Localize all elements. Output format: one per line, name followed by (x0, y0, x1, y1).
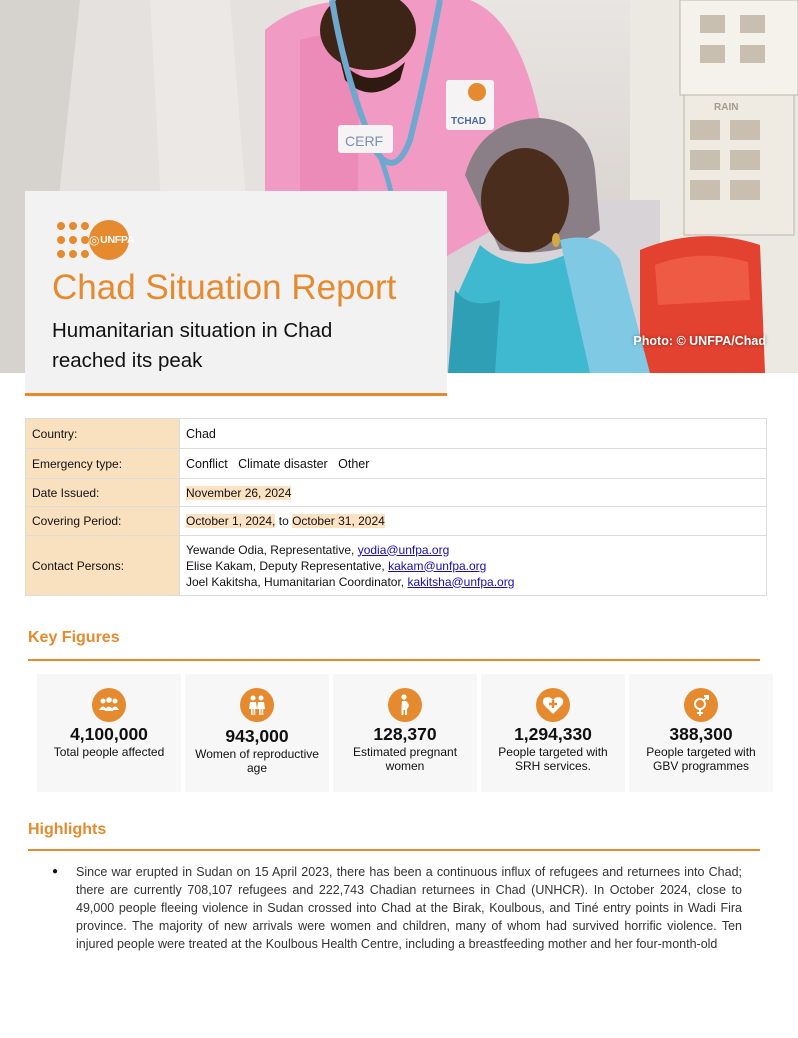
emergency-type-value (180, 449, 767, 479)
key-figure-label: People targeted with SRH services. (498, 745, 608, 773)
logo-text: UNFPA (100, 234, 135, 246)
key-figure-value: 128,370 (373, 724, 437, 744)
key-figures-heading: Key Figures (28, 629, 120, 646)
contact-name: Yewande Odia, Representative, (186, 542, 355, 557)
photo-credit: Photo: © UNFPA/Chad (633, 334, 766, 348)
list-item: ● Since war erupted in Sudan on 15 April 2023, there has been a continuous influx of refugees and returnees into Chad; there are currently 708,107 refugees and 222,743 Chadian returnees in Chad (UNHCR). In October 2024, close to 49,000 people fleeing violence in Sudan crossed into Chad at the Birak, Koulbous, and Tiné entry points in Wadi Fira province. The majority of new arrivals were women and children, many of whom had survived horrific violence. Ten injured people were treated at the Koulbous Health Centre, including a breastfeeding mother and her four-month-old (54, 863, 742, 953)
highlights-rule (28, 849, 760, 851)
cerf-badge-text: CERF (345, 133, 384, 149)
contact-line (186, 574, 760, 590)
period-to: to (278, 514, 289, 528)
globe-icon: ◎ (89, 233, 100, 248)
info-row-contacts (26, 536, 767, 596)
info-row-period (26, 507, 767, 536)
key-figure-value: 1,294,330 (514, 724, 592, 744)
contact-name: Joel Kakitsha, Humanitarian Coordinator, (186, 574, 405, 589)
tchad-badge-text: TCHAD (451, 116, 486, 127)
key-figure-card (629, 674, 773, 792)
women-icon (240, 688, 274, 722)
info-row-country (26, 419, 767, 449)
contact-line (186, 542, 760, 558)
contact-email-link[interactable]: kakitsha@unfpa.org (407, 574, 515, 589)
key-figure-label: Women of reproductive age (195, 747, 319, 775)
period-start: October 1, 2024, (186, 514, 276, 528)
logo-mark (89, 220, 135, 260)
heart-plus-icon (536, 688, 570, 722)
pregnant-woman-icon (388, 688, 422, 722)
report-title: Chad Situation Report (52, 268, 397, 307)
contact-persons-label: Contact Persons: (26, 536, 180, 596)
key-figure-card (37, 674, 181, 792)
key-figure-card (481, 674, 625, 792)
contact-persons-value (180, 536, 767, 596)
highlights-heading: Highlights (28, 821, 107, 838)
gender-symbol-icon (684, 688, 718, 722)
emergency-type-climate: Climate disaster (238, 456, 328, 471)
covering-period-value (180, 507, 767, 536)
key-figure-card (333, 674, 477, 792)
info-row-date (26, 479, 767, 507)
contact-name: Elise Kakam, Deputy Representative, (186, 558, 385, 573)
report-subtitle: Humanitarian situation in Chad reached its peak (52, 319, 333, 372)
date-issued-value: November 26, 2024 (186, 485, 292, 500)
title-card (25, 191, 447, 396)
key-figure-value: 4,100,000 (70, 724, 148, 744)
key-figure-value: 943,000 (225, 726, 289, 746)
country-label: Country: (26, 419, 180, 449)
contact-email-link[interactable]: yodia@unfpa.org (357, 542, 450, 557)
contact-line (186, 558, 760, 574)
unfpa-logo (57, 220, 147, 260)
key-figure-label: People targeted with GBV programmes (646, 745, 756, 773)
key-figure-value: 388,300 (669, 724, 733, 744)
date-issued-label: Date Issued: (26, 479, 180, 507)
emergency-type-other: Other (338, 456, 370, 471)
info-row-emergency (26, 449, 767, 479)
key-figure-label: Estimated pregnant women (352, 745, 458, 773)
poster-rain-text: RAIN (714, 102, 739, 113)
highlights-list (54, 863, 742, 953)
emergency-type-label: Emergency type: (26, 449, 180, 479)
emergency-type-conflict: Conflict (186, 456, 228, 471)
key-figure-label: Total people affected (53, 745, 165, 759)
contact-email-link[interactable]: kakam@unfpa.org (388, 558, 487, 573)
report-info-table (25, 418, 767, 596)
key-figure-card (185, 674, 329, 792)
country-value: Chad (180, 419, 767, 449)
people-group-icon (92, 688, 126, 722)
key-figures-rule (28, 659, 760, 661)
covering-period-label: Covering Period: (26, 507, 180, 536)
date-issued-cell (180, 479, 767, 507)
period-end: October 31, 2024 (292, 514, 385, 528)
